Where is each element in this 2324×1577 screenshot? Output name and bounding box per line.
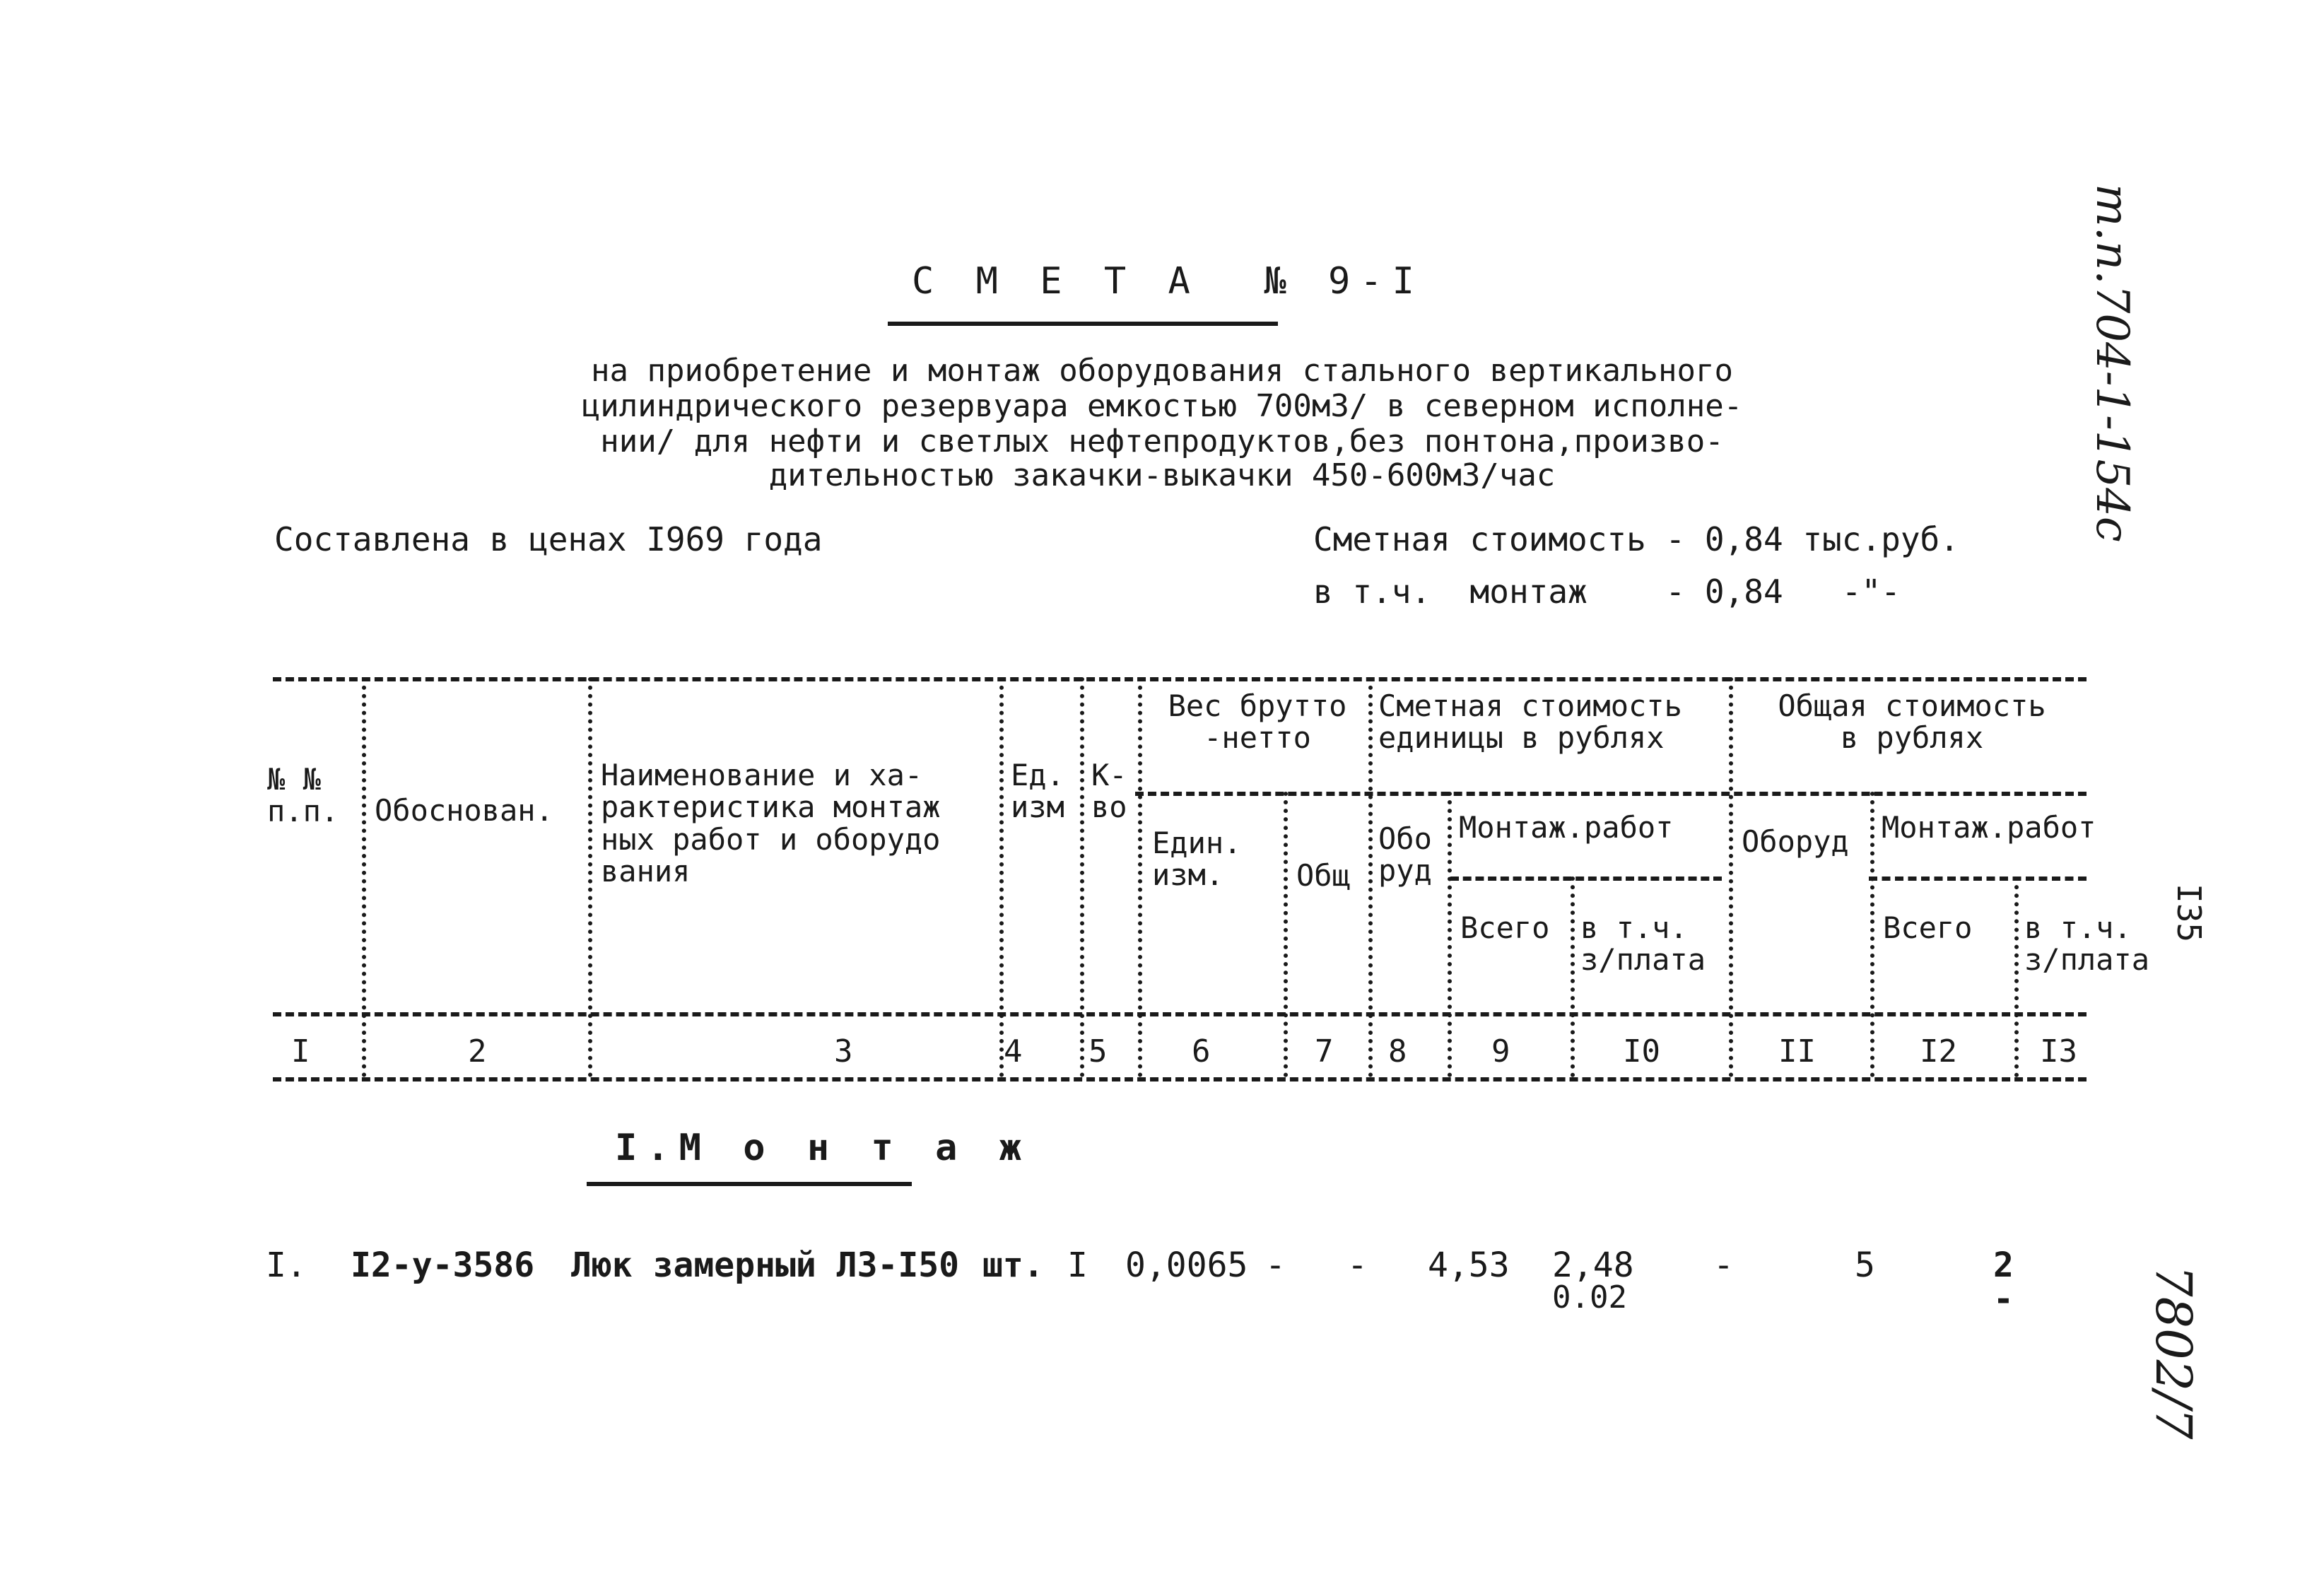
row-equip: -: [1347, 1245, 1368, 1285]
table-subheader-rule-2: [1450, 877, 1722, 881]
table-number-row-rule: [273, 1077, 2087, 1081]
row-wage-2: 2: [1993, 1245, 2014, 1285]
subtitle-line-2: цилиндрического резервуара емкостью 700м3/ в северном исполне-: [581, 388, 1743, 424]
col-divider-10: [1729, 677, 1733, 1077]
estimated-cost: Сметная стоимость - 0,84 тыс.руб.: [1313, 520, 1959, 558]
col-divider-2: [588, 677, 592, 1077]
col-number-13: I3: [2040, 1033, 2077, 1069]
col-number-7: 7: [1315, 1033, 1334, 1069]
row-basis: I2-у-3586: [351, 1245, 535, 1285]
row-weight-total: -: [1265, 1245, 1286, 1285]
header-basis: Обоснован.: [375, 793, 553, 828]
mount-cost: в т.ч. монтаж - 0,84 -"-: [1313, 573, 1901, 611]
header-mount-work: Монтаж.работ: [1459, 810, 1674, 845]
col-number-1: I: [291, 1033, 310, 1069]
col-divider-1: [362, 677, 366, 1077]
col-divider-8: [1448, 792, 1452, 1077]
header-equip-total: Оборуд: [1742, 824, 1849, 859]
header-weight: Вес брутто -нетто: [1168, 688, 1347, 756]
handwritten-project-code: т.п.704-1-154с: [2086, 184, 2138, 542]
page-number: I35: [2170, 884, 2208, 943]
header-incl-wage: в т.ч. з/плата: [1580, 910, 1706, 978]
header-total-cost: Общая стоимость в рублях: [1778, 688, 2046, 756]
header-weight-total: Общ: [1296, 858, 1350, 893]
table-header-bottom-rule: [273, 1012, 2087, 1016]
row-wage: 2,48: [1552, 1245, 1634, 1285]
col-divider-3: [999, 677, 1004, 1077]
row-mount-total: 4,53: [1428, 1245, 1510, 1285]
col-divider-11: [1870, 792, 1874, 1077]
row-equip-total: -: [1713, 1245, 1734, 1285]
col-number-6: 6: [1192, 1033, 1211, 1069]
header-mount-work-total: Монтаж.работ: [1882, 810, 2096, 845]
row-weight-unit: 0,0065: [1125, 1245, 1248, 1285]
col-divider-4: [1080, 677, 1084, 1077]
col-divider-9: [1571, 877, 1575, 1077]
row-mount-total-2: 5: [1855, 1245, 1875, 1285]
header-unit-cost: Сметная стоимость единицы в рублях: [1378, 688, 1682, 756]
handwritten-number: 7802/7: [2144, 1265, 2202, 1440]
col-number-10: I0: [1623, 1033, 1660, 1069]
col-number-12: I2: [1920, 1033, 1957, 1069]
table-subheader-rule-3: [1869, 877, 2087, 881]
col-number-4: 4: [1004, 1033, 1023, 1069]
col-number-5: 5: [1088, 1033, 1108, 1069]
section-underline: [587, 1182, 912, 1186]
row-num: I.: [266, 1245, 307, 1285]
header-total-all-2: Всего: [1883, 910, 1973, 945]
col-number-8: 8: [1388, 1033, 1407, 1069]
table-top-rule: [273, 677, 2087, 681]
col-number-2: 2: [468, 1033, 487, 1069]
prices-year: Составлена в ценах I969 года: [274, 520, 823, 558]
header-equip: Обо руд: [1378, 821, 1432, 889]
col-divider-5: [1138, 677, 1142, 1077]
col-divider-7: [1368, 677, 1373, 1077]
header-unit: Ед. изм: [1011, 758, 1064, 825]
header-num: № № п.п.: [267, 762, 339, 829]
row-name: Люк замерный ЛЗ-I50: [571, 1245, 960, 1285]
header-name: Наименование и ха- рактеристика монтаж ных работ и оборудо вания: [601, 758, 941, 889]
row-wage-sub: 0.02: [1552, 1279, 1627, 1315]
row-qty: I: [1067, 1245, 1088, 1285]
row-wage-2-sub: -: [1993, 1279, 2014, 1319]
table-subheader-rule: [1135, 792, 2087, 796]
document-title: С М Е Т А № 9-I: [912, 260, 1424, 303]
title-underline: [888, 322, 1278, 326]
header-incl-wage-2: в т.ч. з/плата: [2024, 910, 2150, 978]
section-title: I.М о н т а ж: [615, 1127, 1031, 1169]
header-qty: К- во: [1091, 758, 1127, 825]
col-divider-12: [2014, 877, 2019, 1077]
row-unit: шт.: [982, 1245, 1044, 1285]
header-weight-unit: Един. изм.: [1152, 826, 1242, 893]
header-total-all: Всего: [1460, 910, 1550, 945]
col-number-3: 3: [834, 1033, 853, 1069]
col-number-11: II: [1778, 1033, 1816, 1069]
subtitle-line-1: на приобретение и монтаж оборудования стального вертикального: [591, 353, 1733, 389]
col-number-9: 9: [1491, 1033, 1510, 1069]
col-divider-6: [1284, 792, 1288, 1077]
subtitle-line-4: дительностью закачки-выкачки 450-600м3/час: [768, 457, 1556, 493]
subtitle-line-3: нии/ для нефти и светлых нефтепродуктов,без понтона,произво-: [600, 423, 1724, 459]
